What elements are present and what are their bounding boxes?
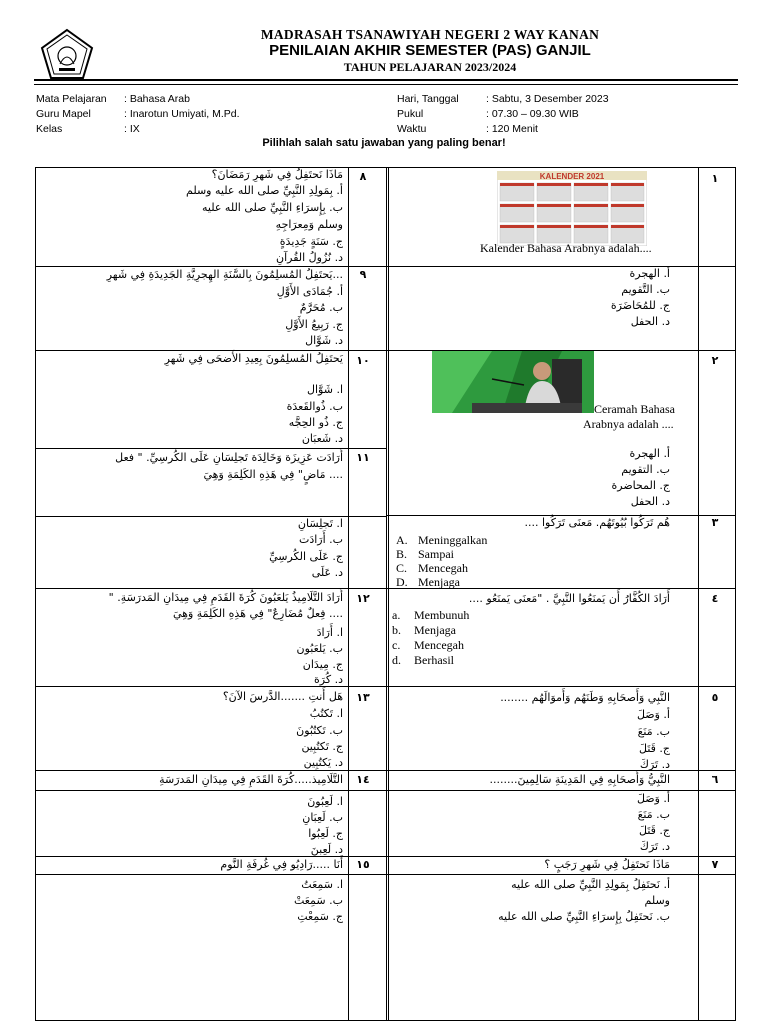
q8-option-b-cont: وسلم وَمِعرَاجِهِ [275,218,343,231]
q4-stem: أَرَادَ الكُفَّارُ أَن يَمنَعُوا النَّبِيَّ . "مَعنَى يَمنَعُو .... [468,592,670,605]
q6-option-a: أ. وَصَلَ [636,792,670,805]
q7-stem: مَاذَا نَحتَفِلُ فِي شَهرِ رَجَبٍ ؟ [544,858,670,871]
q10-option-a: ا. شَوَّال [307,383,343,396]
q10-stem: يَحتَفِلُ المُسلِمُونَ بِعِيدِ الأَضحَى فِي شَهرِ [164,352,343,365]
q15-option-c: ج. سَمِعْتِ [297,910,343,923]
q9-option-c: ج. رَبِيعُ الأَوَّلِ [285,318,343,331]
q6-option-c: ج. قَتَلَ [638,824,670,837]
q10-option-b: ب. ذُوالقَعدَة [286,400,343,413]
q9-option-d: د. شَوَّال [305,334,343,347]
q1-option-b: ب. التَّقويم [621,283,670,296]
q14-stem: التَّلَامِيذ.....كُرَةَ القَدَمِ فِي مِيدَانِ المَدرَسَةِ [159,773,343,786]
q10-option-d: د. شَعبَان [301,432,343,445]
q9-stem: ...يَحتَفِلُ المُسلِمُونَ بِالسَّنَةِ الهِجرِيَّةِ الجَدِيدَةِ فِي شَهرِ [106,268,343,281]
q13-option-c: ج. تَكتُبِين [301,740,343,753]
header-rule-thin [34,84,738,85]
q3-option-b: B. Sampai [396,547,454,561]
q8-option-a: أ. بِمَولِدِ النَّبِيِّ صلى الله عليه وسلم [186,184,343,197]
q12-stem-line2: .... فِعلٌ مُضَارِعٌ" فِي هَذِهِ الكَلِمَةِ وَهِيَ [172,607,343,620]
q5-stem: النَّبِي وَأَصحَابِهِ وَطَنَهُم وَأَموَالَهُم ........ [500,691,670,704]
q2-option-c: ج. المحاضرة [611,479,670,492]
info-label-subject: Mata Pelajaran [36,93,107,105]
exam-title: PENILAIAN AKHIR SEMESTER (PAS) GANJIL [269,42,591,59]
q11-stem-line2: .... مَاضٍ" فِي هَذِهِ الكَلِمَةِ وَهِيَ [203,468,343,481]
q9-option-a: أ. جُمَادَى الأَوَّلِ [276,285,343,298]
q7-option-b: ب. نَحتَفِلُ بِإِسرَاءِ النَّبِيِّ صلى الله عليه [498,910,670,923]
q9-option-b: ب. مُحَرَّمٌ [299,301,343,314]
info-value-teacher: : Inarotun Umiyati, M.Pd. [124,108,240,120]
speaker-photo [432,351,594,413]
q11-option-c: ج. عَلَى الكُرسِيِّ [269,550,343,563]
q10-option-c: ج. ذُو الحِجَّه [288,416,343,429]
question-number-12: ١٢ [356,592,370,605]
q4-option-c: c. Mencegah [392,638,464,652]
header-rule-thick [34,79,738,81]
school-name: MADRASAH TSANAWIYAH NEGERI 2 WAY KANAN [260,27,600,42]
info-value-class: : IX [124,123,140,135]
q12-stem-line1: أَرَادَ التَّلَامِيذُ يَلعَبُونَ كُرَةَ القَدَمِ فِي مِيدَانِ المَدرَسَةِ. " [108,591,343,604]
q1-option-d: د. الحفل [630,315,670,328]
q14-option-d: د. لَعِبنَ [310,843,343,856]
q6-option-d: د. تَرَكَ [639,840,670,853]
question-number-4: ٤ [711,592,719,605]
question-number-7: ٧ [711,858,719,871]
info-label-teacher: Guru Mapel [36,108,91,120]
q12-option-d: د. كُرَة [314,673,343,686]
q2-option-a: أ. الهجرة [629,447,670,460]
q2-prompt-line2: Arabnya adalah .... [583,417,674,431]
q11-stem-line1: أَرَادَت عَزِيزَة وَخَالِدَة تَجلِسَانِ عَلَى الكُرسِيِّ. " فعل [115,451,343,464]
info-value-duration: : 120 Menit [486,123,538,135]
info-label-duration: Waktu [397,123,427,135]
q8-option-d: د. نُزُولُ القُرآنِ [276,251,343,264]
question-number-5: ٥ [711,691,719,704]
q11-option-b: ب. أَرَادَت [298,533,343,546]
question-number-8: ٨ [359,170,367,183]
q1-prompt: Kalender Bahasa Arabnya adalah.... [480,241,652,255]
q14-option-a: ا. لَعِبُونَ [307,795,343,808]
q4-option-a: a. Membunuh [392,608,470,622]
q2-option-d: د. الحفل [630,495,670,508]
q13-option-b: ب. تَكتُبُونَ [296,724,343,737]
q7-option-a-cont: وسلم [644,894,670,907]
q5-option-a: أ. وَصَلَ [636,708,670,721]
info-value-subject: : Bahasa Arab [124,93,190,105]
q3-option-c: C. Mencegah [396,561,468,575]
question-number-2: ٢ [711,354,719,367]
q13-option-a: ا. تَكتُبُ [309,707,343,720]
q6-option-b: ب. مَنَعَ [637,808,670,821]
q13-stem: هَل أَنتِ .......الدَّرسَ الآنَ؟ [222,690,343,703]
q1-option-a: أ. الهجرة [629,267,670,280]
q8-option-b: ب. بِإِسرَاءِ النَّبِيِّ صلى الله عليه [202,201,343,214]
info-value-time: : 07.30 – 09.30 WIB [486,108,579,120]
info-label-class: Kelas [36,123,63,135]
academic-year: TAHUN PELAJARAN 2023/2024 [343,60,517,74]
instruction: Pilihlah salah satu jawaban yang paling benar! [262,137,506,149]
q4-option-d: d. Berhasil [392,653,454,667]
q15-option-a: ا. سَمِعَتُ [301,878,343,891]
info-value-date: : Sabtu, 3 Desember 2023 [486,93,609,105]
q2-option-b: ب. التقويم [621,463,670,476]
q8-option-c: ج. سَنَةٍ جَدِيدَةٍ [279,235,343,248]
question-number-11: ١١ [356,451,370,464]
q5-option-b: ب. مَنَعَ [637,725,670,738]
q12-option-c: ج. مِيدَان [302,658,343,671]
q1-option-c: ج. للمُحَاضَرَة [610,299,670,312]
q11-option-a: ا. تَجلِسَانِ [297,517,343,530]
question-number-1: ١ [711,172,719,185]
info-label-date: Hari, Tanggal [397,93,459,105]
q4-option-b: b. Menjaga [392,623,456,637]
q3-option-a: A. Meninggalkan [396,533,488,547]
q12-option-a: ا. أَرَادَ [316,626,343,639]
q13-option-d: د. يَكتُبِين [303,756,343,769]
q11-option-d: د. عَلَى [311,566,343,579]
q3-option-d: D. Menjaga [396,575,460,589]
question-number-6: ٦ [711,773,719,786]
question-number-14: ١٤ [356,773,370,786]
q7-option-a: أ. نَحتَفِلُ بِمَولِدِ النَّبِيِّ صلى الله عليه [511,878,670,891]
svg-text:KALENDER 2021: KALENDER 2021 [539,172,605,181]
q5-option-c: ج. قَتَلَ [638,742,670,755]
q15-stem: أَنَا .....رَادِيُو فِي غُرفَةِ النَّوم [220,858,343,871]
q14-option-b: ب. لَعِبَانِ [302,811,343,824]
madrasah-logo [40,28,94,82]
q5-option-d: د. تَرَكَ [639,758,670,771]
question-number-9: ٩ [359,268,367,281]
q15-option-b: ب. سَمِعَتْ [293,894,343,907]
q6-stem: النَّبِيُّ وَأَصحَابِهِ فِي المَدِينَةِ سَالِمِينَ........ [489,773,670,786]
calendar-image [497,171,647,246]
q8-stem: مَاذَا نَحتَفِلُ فِي شَهرِ رَمَضَانَ؟ [211,168,343,181]
q2-prompt-line1: Ceramah Bahasa [594,402,675,416]
info-label-time: Pukul [397,108,424,120]
question-number-3: ٣ [711,516,719,529]
question-number-13: ١٣ [356,691,370,704]
question-number-15: ١٥ [356,858,370,871]
question-number-10: ١٠ [356,354,370,367]
q14-option-c: ج. لَعِبُوا [308,827,343,840]
q3-stem: هُم تَرَكُوا بُيُوتَهُم. مَعنَى تَرَكُوا .... [524,516,670,529]
q12-option-b: ب. يَلعَبُون [296,642,343,655]
